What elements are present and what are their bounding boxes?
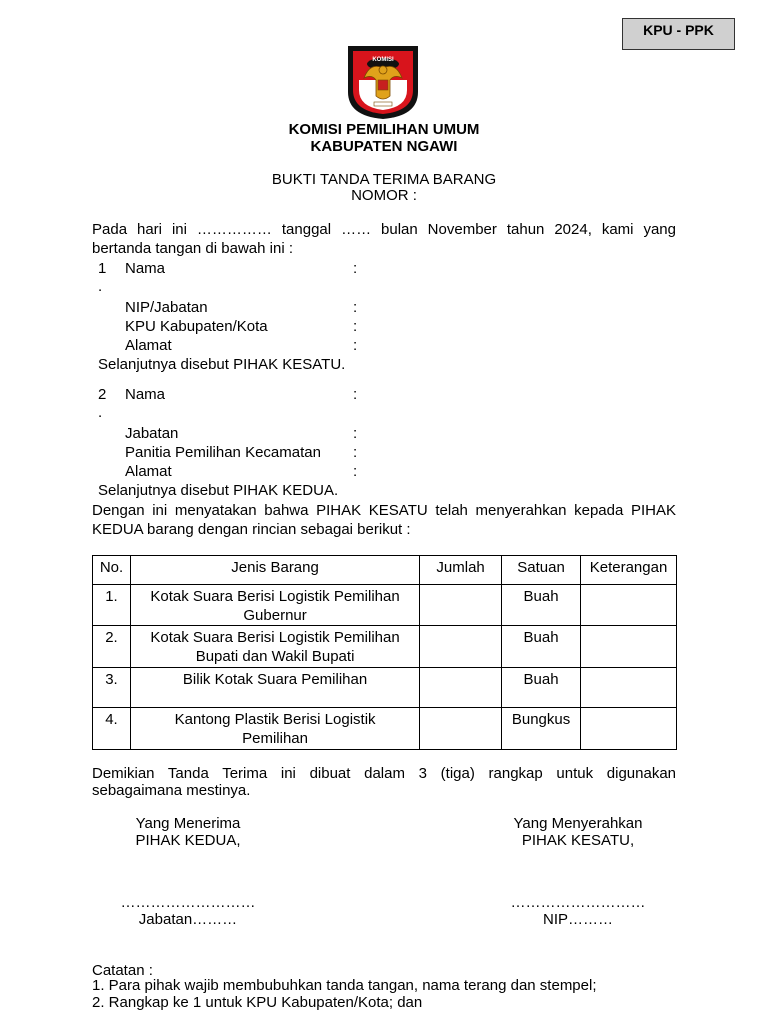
sig-right-label: NIP……… bbox=[542, 911, 613, 928]
sig-left-party: PIHAK KEDUA, bbox=[135, 832, 241, 849]
row-no: 1. bbox=[93, 585, 131, 626]
party2-field-nama: Nama bbox=[125, 386, 166, 403]
row-item-line1: Kantong Plastik Berisi Logistik bbox=[174, 711, 376, 728]
party1-dot: . bbox=[98, 278, 103, 295]
row-jumlah bbox=[420, 668, 502, 708]
org-name-line2: KABUPATEN NGAWI bbox=[310, 138, 458, 155]
table-row bbox=[93, 668, 677, 708]
table-row bbox=[93, 708, 677, 750]
org-name-line1: KOMISI PEMILIHAN UMUM bbox=[288, 121, 480, 138]
row-item-line1: Kotak Suara Berisi Logistik Pemilihan bbox=[150, 588, 400, 605]
row-jumlah bbox=[420, 708, 502, 750]
svg-text:KOMISI: KOMISI bbox=[372, 57, 394, 63]
party1-field-nip: NIP/Jabatan bbox=[125, 299, 208, 316]
closing-line1: Demikian Tanda Terima ini dibuat dalam 3 (tiga) rangkap untuk digunakan bbox=[92, 765, 676, 782]
row-keterangan bbox=[581, 585, 677, 626]
header-no: No. bbox=[93, 556, 131, 585]
party1-colon: : bbox=[353, 318, 358, 335]
row-jumlah bbox=[420, 585, 502, 626]
row-item bbox=[130, 585, 419, 626]
document-title: BUKTI TANDA TERIMA BARANG bbox=[271, 171, 497, 188]
party2-colon: : bbox=[353, 425, 358, 442]
statement-line2: KEDUA barang dengan rincian sebagai berikut : bbox=[92, 521, 411, 538]
party2-colon: : bbox=[353, 463, 358, 480]
table-row bbox=[93, 585, 677, 626]
sig-right-party: PIHAK KESATU, bbox=[521, 832, 635, 849]
row-item bbox=[130, 626, 419, 668]
row-satuan: Buah bbox=[502, 626, 581, 668]
party1-field-alamat: Alamat bbox=[125, 337, 172, 354]
row-no: 2. bbox=[93, 626, 131, 668]
party2-field-alamat: Alamat bbox=[125, 463, 172, 480]
row-item-line2: Gubernur bbox=[243, 607, 307, 624]
closing-line2: sebagaimana mestinya. bbox=[92, 782, 251, 799]
party2-colon: : bbox=[353, 386, 358, 403]
form-code-badge: KPU - PPK bbox=[622, 18, 735, 50]
document-number: NOMOR : bbox=[351, 187, 417, 204]
header-satuan: Satuan bbox=[502, 556, 581, 585]
header-jumlah: Jumlah bbox=[420, 556, 502, 585]
sig-left-dots: ……………………… bbox=[120, 894, 256, 911]
notes-item-1: 1. Para pihak wajib membubuhkan tanda tangan, nama terang dan stempel; bbox=[92, 977, 597, 994]
row-no: 4. bbox=[93, 708, 131, 750]
row-item bbox=[130, 708, 419, 750]
goods-table bbox=[92, 555, 677, 750]
header-jenis-barang: Jenis Barang bbox=[130, 556, 419, 585]
table-row bbox=[93, 626, 677, 668]
row-satuan: Buah bbox=[502, 668, 581, 708]
party2-field-jabatan: Jabatan bbox=[125, 425, 179, 442]
row-no: 3. bbox=[93, 668, 131, 708]
header-keterangan: Keterangan bbox=[581, 556, 677, 585]
party1-field-kpu: KPU Kabupaten/Kota bbox=[125, 318, 268, 335]
table-header-row bbox=[93, 556, 677, 585]
sig-right-dots: ……………………… bbox=[510, 894, 646, 911]
party2-field-ppk: Panitia Pemilihan Kecamatan bbox=[125, 444, 321, 461]
party1-colon: : bbox=[353, 337, 358, 354]
row-item-line1: Bilik Kotak Suara Pemilihan bbox=[182, 671, 368, 688]
party2-dot: . bbox=[98, 404, 103, 421]
intro-line2: bertanda tangan di bawah ini : bbox=[92, 240, 293, 257]
row-item-line2: Bupati dan Wakil Bupati bbox=[195, 648, 355, 665]
party1-field-nama: Nama bbox=[125, 260, 166, 277]
row-item bbox=[130, 668, 419, 708]
row-satuan: Buah bbox=[502, 585, 581, 626]
row-jumlah bbox=[420, 626, 502, 668]
party2-colon: : bbox=[353, 444, 358, 461]
sig-right-role: Yang Menyerahkan bbox=[513, 815, 643, 832]
kpu-logo bbox=[344, 40, 422, 120]
row-keterangan bbox=[581, 626, 677, 668]
party2-number: 2 bbox=[98, 386, 107, 403]
party2-closing: Selanjutnya disebut PIHAK KEDUA. bbox=[98, 482, 339, 499]
party1-colon: : bbox=[353, 260, 358, 277]
row-satuan: Bungkus bbox=[502, 708, 581, 750]
party1-colon: : bbox=[353, 299, 358, 316]
row-keterangan bbox=[581, 708, 677, 750]
party1-closing: Selanjutnya disebut PIHAK KESATU. bbox=[98, 356, 346, 373]
row-item-line2: Pemilihan bbox=[242, 730, 308, 747]
sig-left-role: Yang Menerima bbox=[135, 815, 241, 832]
notes-title: Catatan : bbox=[92, 962, 153, 979]
party1-number: 1 bbox=[98, 260, 107, 277]
row-keterangan bbox=[581, 668, 677, 708]
statement-line1: Dengan ini menyatakan bahwa PIHAK KESATU telah menyerahkan kepada PIHAK bbox=[92, 502, 676, 519]
row-item-line1: Kotak Suara Berisi Logistik Pemilihan bbox=[150, 629, 400, 646]
sig-left-label: Jabatan……… bbox=[138, 911, 238, 928]
notes-item-2: 2. Rangkap ke 1 untuk KPU Kabupaten/Kota; dan bbox=[92, 994, 423, 1011]
intro-line1: Pada hari ini …………… tanggal …… bulan November tahun 2024, kami yang bbox=[92, 221, 676, 238]
